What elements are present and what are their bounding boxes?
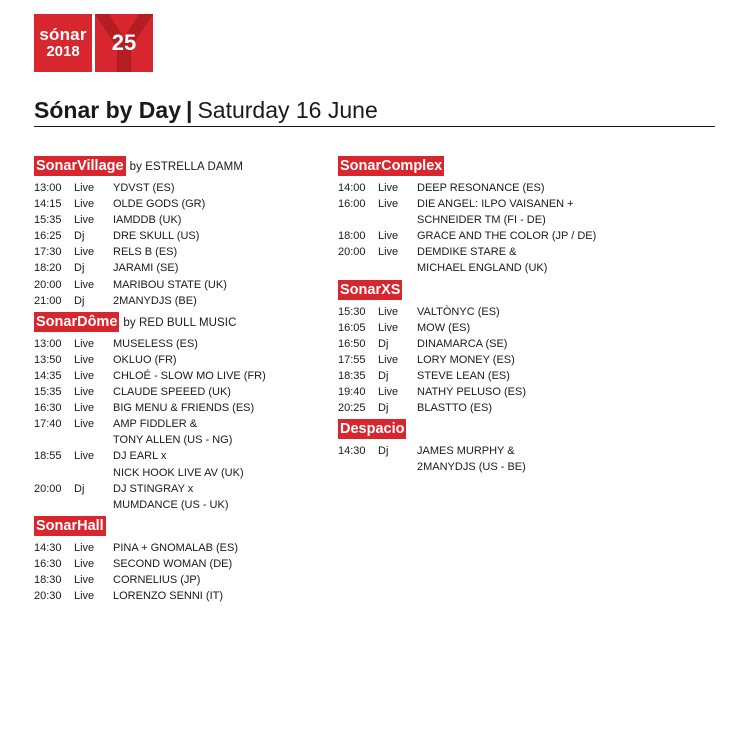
slot-type: Live [378, 246, 399, 259]
slot-artist: NICK HOOK LIVE AV (UK) [113, 466, 244, 479]
slot-type: Live [74, 369, 95, 382]
slot-artist: DJ EARL x [113, 450, 167, 463]
slot-time: 17:40 [34, 418, 62, 431]
slot-artist: STEVE LEAN (ES) [417, 369, 510, 382]
venue-sponsor: by ESTRELLA DAMM [129, 161, 244, 173]
slot-time: 16:50 [338, 337, 366, 350]
slot-time [34, 465, 74, 481]
venue-name: Despacio [340, 421, 405, 438]
slot-type: Live [378, 230, 399, 243]
schedule-row [34, 588, 334, 604]
schedule-row [34, 432, 334, 448]
schedule-row [34, 384, 334, 400]
slot-type: Live [74, 278, 95, 291]
slot-type: Live [74, 557, 95, 570]
venue-name: SonarHall [36, 517, 104, 534]
schedule-row [34, 465, 334, 481]
slot-type [378, 212, 417, 228]
title-event: Sónar by Day [34, 97, 181, 123]
slot-type: Live [74, 182, 95, 194]
schedule-row [34, 416, 334, 432]
slot-time: 20:30 [34, 590, 62, 603]
venue-sonarhall [34, 516, 334, 604]
slot-type: Dj [74, 294, 85, 307]
schedule-row [34, 180, 334, 196]
slot-type: Live [378, 321, 399, 334]
slot-artist: BIG MENU & FRIENDS (ES) [113, 402, 255, 415]
slot-time: 13:00 [34, 337, 62, 350]
venue-name: SonarDôme [36, 313, 118, 330]
slot-time: 20:00 [338, 246, 366, 259]
schedule-row [34, 540, 334, 556]
venue-sonarcomplex [338, 156, 638, 277]
slot-artist: RELS B (ES) [113, 246, 178, 259]
slot-artist: DINAMARCA (SE) [417, 337, 508, 350]
slot-type: Dj [74, 482, 85, 495]
slot-time: 19:40 [338, 386, 366, 399]
slot-type: Live [378, 182, 399, 194]
slot-type: Live [74, 198, 95, 211]
schedule-row [34, 277, 334, 293]
slot-artist: BLASTTO (ES) [417, 402, 492, 415]
slot-type: Live [74, 450, 95, 463]
slot-type [74, 465, 113, 481]
slot-time: 15:35 [34, 386, 62, 399]
slot-time: 14:30 [338, 445, 366, 458]
slot-artist: DIE ANGEL: ILPO VAISANEN + [417, 198, 574, 211]
slot-artist: JARAMI (SE) [113, 262, 179, 275]
left-column [34, 156, 334, 607]
schedule-row [34, 556, 334, 572]
slot-type: Dj [74, 230, 85, 243]
slot-time: 16:25 [34, 230, 62, 243]
schedule-row [34, 260, 334, 276]
slot-type: Dj [378, 402, 389, 415]
right-column [338, 156, 638, 478]
venue-name: SonarVillage [36, 158, 124, 174]
slot-artist: 2MANYDJS (BE) [113, 294, 197, 307]
slot-time [34, 497, 74, 513]
slot-time: 14:15 [34, 198, 62, 211]
slot-time: 20:00 [34, 278, 62, 291]
slot-type: Live [74, 386, 95, 399]
slot-time: 17:55 [338, 353, 366, 366]
venue-despacio [338, 419, 638, 475]
title-date: Saturday 16 June [197, 97, 378, 123]
slot-time: 14:00 [338, 182, 366, 194]
schedule-row [338, 244, 638, 260]
slot-artist: CLAUDE SPEEED (UK) [113, 386, 231, 399]
schedule-row [338, 320, 638, 336]
slot-time: 18:55 [34, 450, 62, 463]
slot-time: 16:30 [34, 557, 62, 570]
venue-name: SonarComplex [340, 158, 443, 174]
slot-time: 13:00 [34, 182, 62, 194]
slot-artist: MICHAEL ENGLAND (UK) [417, 262, 548, 275]
slot-time: 18:30 [34, 573, 62, 586]
venue-sonarvillage [34, 156, 334, 309]
slot-artist: MUSELESS (ES) [113, 337, 198, 350]
slot-artist: GRACE AND THE COLOR (JP / DE) [417, 230, 597, 243]
slot-type [378, 260, 417, 276]
logo-anniversary-block [95, 14, 153, 72]
slot-artist: TONY ALLEN (US - NG) [113, 434, 233, 447]
slot-type: Live [378, 198, 399, 211]
schedule-row [34, 212, 334, 228]
slot-type: Live [378, 353, 399, 366]
slot-artist: JAMES MURPHY & [417, 445, 515, 458]
slot-type: Live [74, 246, 95, 259]
slot-type: Live [74, 337, 95, 350]
slot-time [338, 459, 378, 475]
slot-type: Live [74, 418, 95, 431]
slot-artist: DJ STINGRAY x [113, 482, 194, 495]
slot-type: Live [74, 541, 95, 554]
schedule-row [338, 384, 638, 400]
slot-type: Live [378, 305, 399, 318]
slot-time [34, 432, 74, 448]
schedule-row [34, 336, 334, 352]
slot-type: Live [74, 573, 95, 586]
title-separator: | [186, 97, 193, 123]
slot-artist: LORY MONEY (ES) [417, 353, 515, 366]
schedule-row [338, 368, 638, 384]
logo-number: 25 [111, 30, 137, 55]
slot-artist: DEEP RESONANCE (ES) [417, 182, 545, 194]
slot-artist: OLDE GODS (GR) [113, 198, 206, 211]
slot-artist: MARIBOU STATE (UK) [113, 278, 227, 291]
slot-artist: CORNELIUS (JP) [113, 573, 201, 586]
slot-type: Dj [378, 369, 389, 382]
slot-artist: DEMDIKE STARE & [417, 246, 517, 259]
slot-time: 14:35 [34, 369, 62, 382]
venue-sonardome [34, 312, 334, 513]
sonar-logo [34, 14, 153, 72]
slot-type: Live [74, 402, 95, 415]
slot-type: Live [74, 590, 95, 603]
page-title [34, 97, 378, 124]
slot-time: 18:00 [338, 230, 366, 243]
slot-artist: DRE SKULL (US) [113, 230, 200, 243]
schedule-row [34, 481, 334, 497]
schedule-row [338, 459, 638, 475]
slot-type: Dj [74, 262, 85, 275]
venue-name: SonarXS [340, 281, 401, 298]
slot-time [338, 260, 378, 276]
schedule-row [338, 196, 638, 212]
slot-time [338, 212, 378, 228]
slot-time: 16:00 [338, 198, 366, 211]
title-divider [34, 126, 715, 127]
slot-time: 20:00 [34, 482, 62, 495]
schedule-row [34, 228, 334, 244]
schedule-row [338, 352, 638, 368]
slot-time: 13:50 [34, 353, 62, 366]
slot-type [74, 432, 113, 448]
slot-time: 17:30 [34, 246, 62, 259]
slot-time: 15:30 [338, 305, 366, 318]
logo-year: 2018 [46, 43, 80, 61]
slot-artist: LORENZO SENNI (IT) [113, 590, 224, 603]
schedule-row [34, 196, 334, 212]
schedule-row [338, 212, 638, 228]
slot-time: 21:00 [34, 294, 62, 307]
slot-artist: SECOND WOMAN (DE) [113, 557, 233, 570]
slot-type: Dj [378, 337, 389, 350]
schedule-row [338, 400, 638, 416]
slot-artist: 2MANYDJS (US - BE) [417, 461, 526, 474]
slot-type: Live [74, 353, 95, 366]
slot-time: 18:35 [338, 369, 366, 382]
schedule-row [34, 368, 334, 384]
slot-time: 16:05 [338, 321, 366, 334]
slot-type: Live [74, 214, 95, 227]
schedule-row [338, 443, 638, 459]
slot-time: 18:20 [34, 262, 62, 275]
schedule-row [34, 400, 334, 416]
slot-artist: SCHNEIDER TM (FI - DE) [417, 214, 546, 227]
schedule-row [338, 228, 638, 244]
logo-brand: sónar [39, 25, 87, 45]
schedule-row [34, 352, 334, 368]
schedule-row [338, 260, 638, 276]
slot-type: Live [378, 386, 399, 399]
slot-artist: AMP FIDDLER & [113, 418, 198, 431]
schedule-row [34, 448, 334, 464]
slot-artist: IAMDDB (UK) [113, 214, 182, 227]
slot-time: 15:35 [34, 214, 62, 227]
venue-sponsor: by RED BULL MUSIC [123, 316, 237, 329]
slot-artist: VALTÒNYC (ES) [417, 305, 500, 318]
slot-type: Dj [378, 445, 389, 458]
venue-sonarxs [338, 280, 638, 417]
slot-artist: PINA + GNOMALAB (ES) [113, 541, 239, 554]
schedule-row [34, 244, 334, 260]
slot-artist: NATHY PELUSO (ES) [417, 386, 527, 399]
slot-artist: MUMDANCE (US - UK) [113, 498, 229, 511]
slot-artist: CHLOÉ - SLOW MO LIVE (FR) [113, 369, 266, 382]
slot-artist: OKLUO (FR) [113, 353, 177, 366]
schedule-row [338, 336, 638, 352]
slot-type [378, 459, 417, 475]
schedule-row [34, 572, 334, 588]
slot-time: 20:25 [338, 402, 366, 415]
slot-type [74, 497, 113, 513]
slot-artist: YDVST (ES) [113, 182, 175, 194]
slot-artist: MOW (ES) [417, 321, 471, 334]
schedule-row [338, 180, 638, 196]
schedule-row [338, 304, 638, 320]
slot-time: 14:30 [34, 541, 62, 554]
logo-brand-block [34, 14, 92, 72]
slot-time: 16:30 [34, 402, 62, 415]
schedule-row [34, 497, 334, 513]
schedule-row [34, 293, 334, 309]
